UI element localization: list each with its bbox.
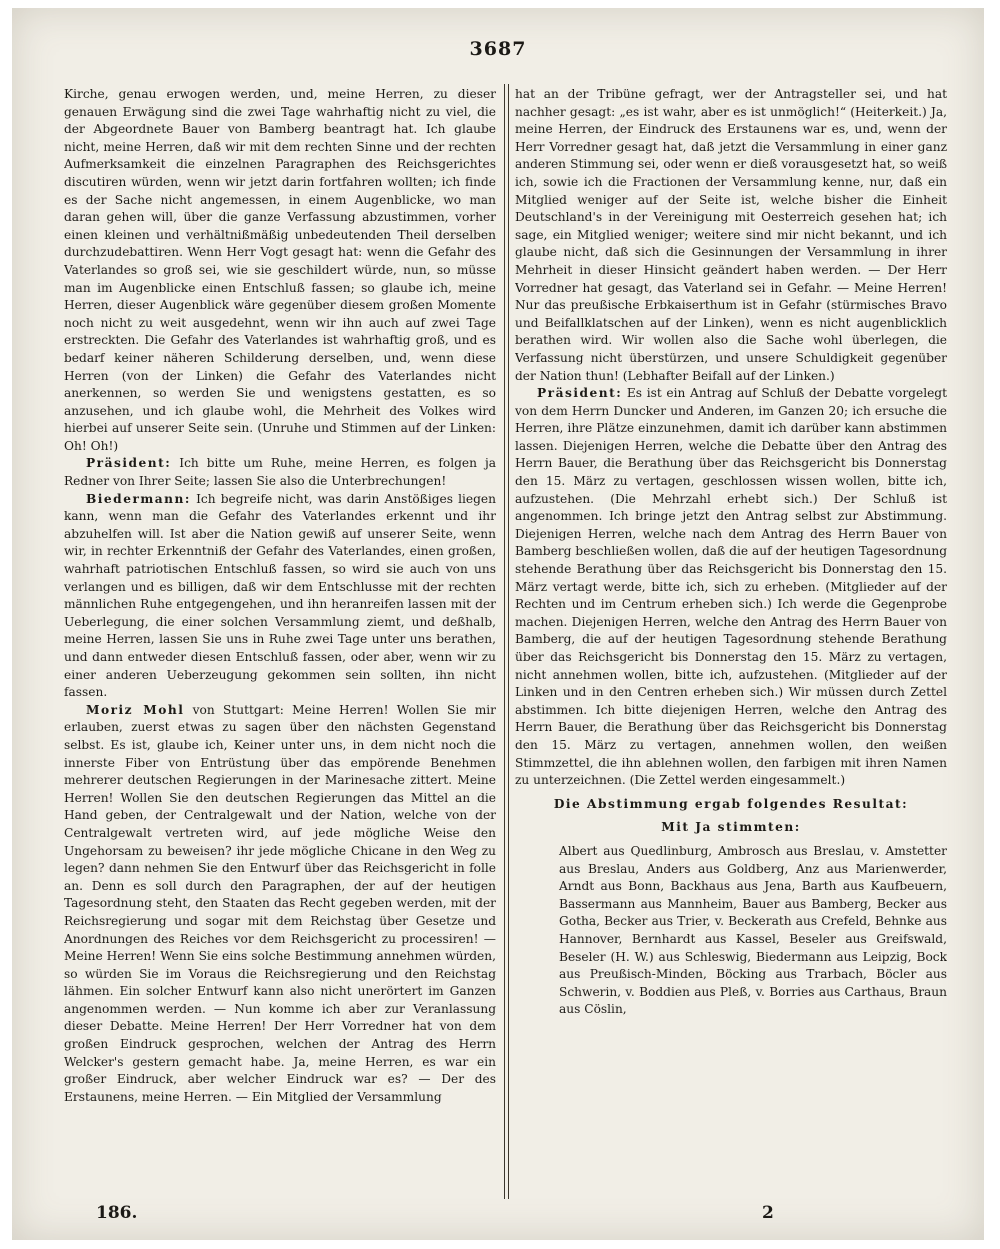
paragraph	[64, 455, 496, 490]
left-column	[64, 86, 496, 1194]
speech-text: von Stuttgart: Meine Herren! Wollen Sie mir erlauben, zuerst etwas zu sagen über den nächsten Gegenstand selbst. Es ist, glaube ich, Keiner unter uns, in dem nicht noch die innerste Fiber von Entrüstung über das empörende Benehmen mehrerer deutschen Regierungen in der Marinesache zittert. Meine Herren! Wollen Sie den deutschen Regierungen das Mittel an die Hand geben, der Centralgewalt und der Nation, welche von der Centralgewalt vertreten wird, auf jede mögliche Weise den Ungehorsam zu beweisen? ihr jede mögliche Chicane in den Weg zu legen? dann nehmen Sie den Entwurf über das Reichsgericht in folle an. Denn es soll durch den Paragraphen, der auf der heutigen Tagesordnung steht, den Staaten das Recht gegeben werden, mit der Reichsregierung und sogar mit dem Reichstag über Gesetze und Anordnungen des Reiches vor dem Reichsgericht zu processiren! — Meine Herren! Wenn Sie eins solche Bestimmung annehmen würden, so würden Sie im Voraus die Reichsregierung und den Reichstag lähmen. Ein solcher Entwurf kann also nicht unerörtert im Ganzen angenommen werden. — Nun komme ich aber zur Veranlassung dieser Debatte. Meine Herren! Der Herr Vorredner hat von dem großen Eindruck gesprochen, welchen der Antrag des Herrn Welcker's gestern gemacht habe. Ja, meine Herren, es war ein großer Eindruck, aber welcher Eindruck war es? — Der des Erstaunens, meine Herren. — Ein Mitglied der Versammlung	[64, 702, 496, 1104]
column-divider	[504, 84, 505, 1199]
speaker-name: Moriz Mohl	[86, 702, 185, 717]
sheet-number: 186.	[96, 1203, 138, 1223]
speaker-name: Präsident:	[537, 386, 623, 401]
newspaper-page	[12, 8, 984, 1240]
paragraph	[64, 491, 496, 702]
speaker-name: Biedermann:	[86, 491, 191, 506]
yes-votes-heading: Mit Ja stimmten:	[661, 820, 801, 835]
speaker-name: Präsident:	[86, 456, 172, 471]
voter-list: Albert aus Quedlinburg, Ambrosch aus Breslau, v. Amstetter aus Breslau, Anders aus Goldberg, Anz aus Marienwerder, Arndt aus Bonn, Backhaus aus Jena, Barth aus Kaufbeuern, Bassermann aus Mannheim, Bauer aus Bamberg, Becker aus Gotha, Becker aus Trier, v. Beckerath aus Crefeld, Behnke aus Hannover, Bernhardt aus Kassel, Beseler aus Greifswald, Beseler (H. W.) aus Schleswig, Biedermann aus Leipzig, Bock aus Preußisch-Minden, Böcking aus Trarbach, Böcler aus Schwerin, v. Boddien aus Pleß, v. Borries aus Carthaus, Braun aus Cöslin,	[559, 843, 947, 1017]
signature-mark: 2	[762, 1203, 774, 1223]
paragraph: hat an der Tribüne gefragt, wer der Antragsteller sei, und hat nachher gesagt: „es ist wahr, aber es ist unmöglich!“ (Heiterkeit.) Ja, meine Herren, der Eindruck des Erstaunens war es, und, wenn der Herr Vorredner gesagt hat, daß jetzt die Versammlung in einer ganz anderen Stimmung sei, oder wenn er dieß vorausgesetzt hat, so weiß ich, sowie ich die Fractionen der Versammlung kenne, nur, daß ein Mitglied weniger auf der Seite ist, welche bisher die Einheit Deutschland's in der Vereinigung mit Oesterreich gesehen hat; ich sage, ein Mitglied weniger; weitere sind mir nicht bekannt, und ich glaube nicht, daß sich die Gesinnungen der Versammlung in ihrer Mehrheit in dieser Hinsicht geändert haben werden. — Der Herr Vorredner hat gesagt, das Vaterland sei in Gefahr. — Meine Herren! Nur das preußische Erbkaiserthum ist in Gefahr (stürmisches Bravo und Beifallklatschen auf der Linken), wenn es nicht augenblicklich berathen wird. Wir wollen also die Sache wohl überlegen, die Verfassung nicht überstürzen, und unsere Schuldigkeit gegenüber der Nation thun! (Lebhafter Beifall auf der Linken.)	[515, 87, 947, 383]
page-number: 3687	[469, 38, 527, 60]
speech-text: Ich bitte um Ruhe, meine Herren, es folgen ja Redner von Ihrer Seite; lassen Sie also die Unterbrechungen!	[64, 456, 496, 489]
speech-text: Es ist ein Antrag auf Schluß der Debatte vorgelegt von dem Herrn Duncker und Anderen, im Ganzen 20; ich ersuche die Herren, ihre Plätze einzunehmen, damit ich darüber kann abstimmen lassen. Diejenigen Herren, welche die Debatte über den Antrag des Herrn Bauer, die Berathung über das Reichsgericht bis Donnerstag den 15. März zu vertagen, geschlossen wissen wollen, bitte ich, aufzustehen. (Die Mehrzahl erhebt sich.) Der Schluß ist angenommen. Ich bringe jetzt den Antrag selbst zur Abstimmung. Diejenigen Herren, welche nach dem Antrag des Herrn Bauer von Bamberg beschließen wollen, daß die auf der heutigen Tagesordnung stehende Berathung über das Reichsgericht bis Donnerstag den 15. März vertagt werde, bitte ich, sich zu erheben. (Mitglieder auf der Rechten und im Centrum erheben sich.) Ich werde die Gegenprobe machen. Diejenigen Herren, welche den Antrag des Herrn Bauer von Bamberg, die auf der heutigen Tagesordnung stehende Berathung über das Reichsgericht bis Donnerstag den 15. März zu vertagen, nicht annehmen wollen, bitte ich, aufzustehen. (Mitglieder auf der Linken und in den Centren erheben sich.) Wir müssen durch Zettel abstimmen. Ich bitte diejenigen Herren, welche den Antrag des Herrn Bauer, die Berathung über das Reichsgericht bis Donnerstag den 15. März zu vertagen, annehmen wollen, den weißen Stimmzettel, die ihn ablehnen wollen, den farbigen mit ihren Namen zu unterzeichnen. (Die Zettel werden eingesammelt.)	[515, 386, 947, 788]
paragraph	[64, 702, 496, 1107]
right-column	[515, 86, 947, 1194]
paragraph: Kirche, genau erwogen werden, und, meine Herren, zu dieser genauen Erwägung sind die zwei Tage wahrhaftig nicht zu viel, die der Abgeordnete Bauer von Bamberg beantragt hat. Ich glaube nicht, meine Herren, daß wir mit dem rechten Sinne und der rechten Aufmerksamkeit die einzelnen Paragraphen des Reichsgerichtes discutiren würden, wenn wir jetzt darin fortfahren wollten; ich finde es der Sache nicht angemessen, in einem Augenblicke, wo man daran gehen will, über die ganze Verfassung abzustimmen, vorher einen kleinen und verhältnißmäßig unbedeutenden Theil derselben durchzudebattiren. Wenn Herr Vogt gesagt hat: wenn die Gefahr des Vaterlandes so groß sei, wie sie geschildert würde, nun, so müsse man im Augenblicke einen Entschluß fassen; so glaube ich, meine Herren, dieser Augenblick wäre gegenüber diesem großen Momente noch nicht zu weit ausgedehnt, wenn wir ihn auch auf zwei Tage erstreckten. Die Gefahr des Vaterlandes ist wahrhaftig groß, und es bedarf keiner näheren Schilderung derselben, und, wenn diese Herren (von der Linken) die Gefahr des Vaterlandes nicht anerkennen, so werden Sie und wenigstens gestatten, es so anzusehen, und ich glaube wohl, die Mehrheit des Volkes wird hierbei auf unserer Seite sein. (Unruhe und Stimmen auf der Linken: Oh! Oh!)	[64, 87, 496, 453]
paragraph	[515, 385, 947, 790]
result-heading: Die Abstimmung ergab folgendes Resultat:	[553, 796, 909, 811]
speech-text: Ich begreife nicht, was darin Anstößiges liegen kann, wenn man die Gefahr des Vaterlandes erkennt und ihr abzuhelfen will. Ist aber die Nation gewiß auf unserer Seite, wenn wir, in rechter Erkenntniß der Gefahr des Vaterlandes, einen großen, wahrhaft patriotischen Entschluß fassen, so wird sie auch von uns verlangen und es billigen, daß wir dem Entschlusse mit der rechten männlichen Ruhe entgegengehen, und ihn heranreifen lassen mit der Ueberlegung, die einer solchen Versammlung ziemt, und deßhalb, meine Herren, lassen Sie uns in Ruhe zwei Tage unter uns berathen, und dann entweder diesen Entschluß fassen, oder aber, wenn wir zu einer anderen Ueberzeugung gekommen sein sollten, ihn nicht fassen.	[64, 491, 496, 700]
column-divider	[508, 84, 509, 1199]
